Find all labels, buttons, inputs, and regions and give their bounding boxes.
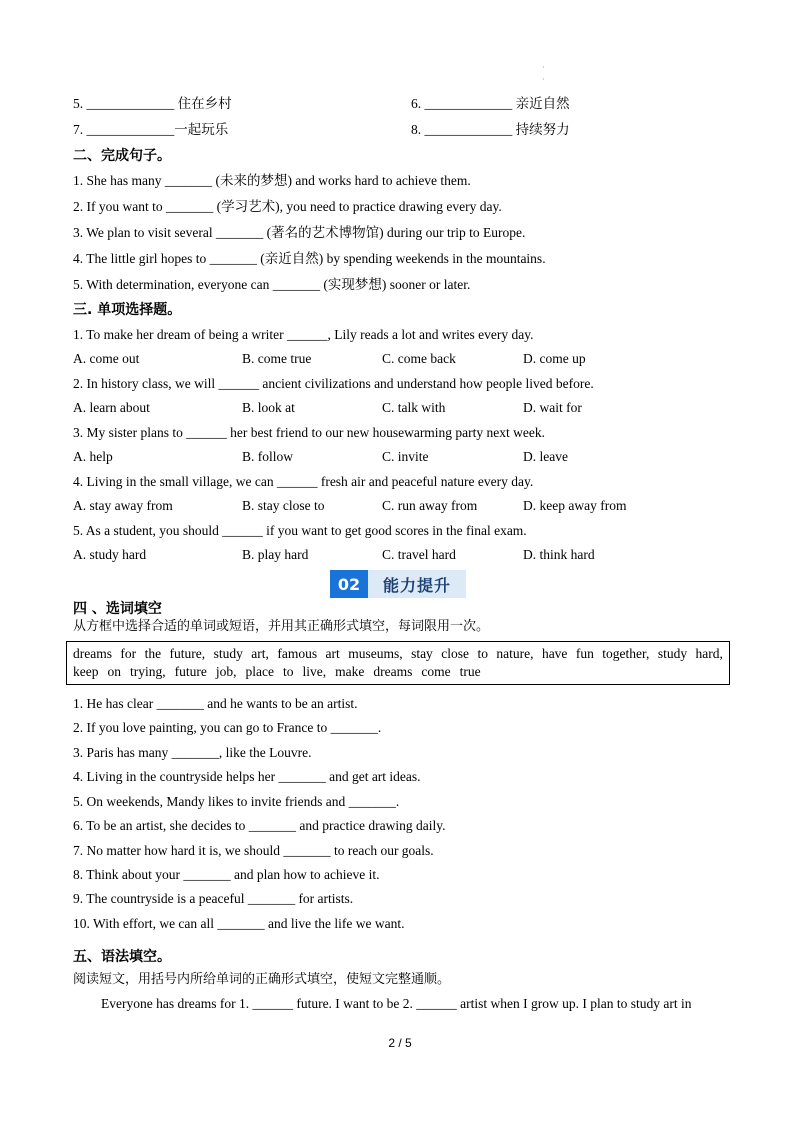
section-title: 三. 单项选择题。: [73, 302, 182, 318]
option-d[interactable]: D. think hard: [523, 547, 595, 562]
section-title: 二、完成句子。: [73, 148, 171, 164]
question-text: 1. To make her dream of being a writer ______, Lily reads a lot and writes every day.: [73, 327, 534, 342]
option-d[interactable]: D. come up: [523, 351, 586, 366]
phrase-item-6: 6. _____________ 亲近自然: [411, 96, 570, 112]
question-text: 5. As a student, you should ______ if you want to get good scores in the final exam.: [73, 523, 527, 538]
page-number: 2 / 5: [388, 1036, 412, 1050]
option-b[interactable]: B. stay close to: [242, 498, 325, 513]
fill-item: 2. If you love painting, you can go to France to _______.: [73, 720, 382, 735]
phrase-item-8: 8. _____________ 持续努力: [411, 122, 570, 138]
section-title: 五、语法填空。: [73, 949, 171, 965]
option-c[interactable]: C. come back: [382, 351, 456, 366]
word-box-line: dreams for the future, study art, famous art museums, stay close to nature, have fun together, study hard,: [73, 646, 723, 661]
option-a[interactable]: A. study hard: [73, 547, 147, 562]
section-instruction: 从方框中选择合适的单词或短语，并用其正确形式填空，每词限用一次。: [73, 619, 490, 634]
fill-item: 3. Paris has many _______, like the Louvre.: [73, 745, 312, 760]
option-b[interactable]: B. play hard: [242, 547, 309, 562]
fill-item: 5. On weekends, Mandy likes to invite friends and _______.: [73, 794, 400, 809]
passage-paragraph: Everyone has dreams for 1. ______ future. I want to be 2. ______ artist when I grow up. I plan to study art in: [101, 996, 692, 1011]
sentence-item: 4. The little girl hopes to _______ (亲近自然) by spending weekends in the mountains.: [73, 251, 546, 266]
question-text: 4. Living in the small village, we can ______ fresh air and peaceful nature every day.: [73, 474, 534, 489]
section-instruction: 阅读短文，用括号内所给单词的正确形式填空，使短文完整通顺。: [73, 972, 451, 987]
option-d[interactable]: D. wait for: [523, 400, 582, 415]
sentence-item: 1. She has many _______ (未来的梦想) and works hard to achieve them.: [73, 173, 471, 188]
option-c[interactable]: C. travel hard: [382, 547, 456, 562]
answer-blank[interactable]: _____________: [86, 96, 175, 111]
section-title: 四 、选词填空: [73, 601, 162, 617]
sentence-item: 2. If you want to _______ (学习艺术), you need to practice drawing every day.: [73, 199, 502, 214]
fill-item: 8. Think about your _______ and plan how to achieve it.: [73, 867, 380, 882]
answer-blank[interactable]: _____________: [424, 122, 513, 137]
question-text: 2. In history class, we will ______ ancient civilizations and understand how people lived before.: [73, 376, 594, 391]
sentence-item: 3. We plan to visit several _______ (著名的艺术博物馆) during our trip to Europe.: [73, 225, 526, 240]
option-a[interactable]: A. learn about: [73, 400, 150, 415]
option-b[interactable]: B. follow: [242, 449, 294, 464]
fill-item: 4. Living in the countryside helps her _______ and get art ideas.: [73, 769, 421, 784]
option-a[interactable]: A. stay away from: [73, 498, 173, 513]
banner-number: 02: [330, 570, 368, 598]
option-d[interactable]: D. keep away from: [523, 498, 627, 513]
banner-text: 能力提升: [368, 570, 466, 598]
fill-item: 6. To be an artist, she decides to _______ and practice drawing daily.: [73, 818, 446, 833]
option-b[interactable]: B. come true: [242, 351, 312, 366]
sentence-item: 5. With determination, everyone can _______ (实现梦想) sooner or later.: [73, 277, 471, 292]
option-c[interactable]: C. run away from: [382, 498, 478, 513]
fill-item: 9. The countryside is a peaceful _______ for artists.: [73, 891, 354, 906]
question-text: 3. My sister plans to ______ her best friend to our new housewarming party next week.: [73, 425, 546, 440]
option-b[interactable]: B. look at: [242, 400, 295, 415]
fill-item: 7. No matter how hard it is, we should _______ to reach our goals.: [73, 843, 434, 858]
option-c[interactable]: C. talk with: [382, 400, 446, 415]
fill-item: 10. With effort, we can all _______ and live the life we want.: [73, 916, 405, 931]
option-d[interactable]: D. leave: [523, 449, 568, 464]
answer-blank[interactable]: _____________: [86, 122, 175, 137]
option-c[interactable]: C. invite: [382, 449, 429, 464]
option-a[interactable]: A. help: [73, 449, 113, 464]
corner-marks: · ·: [542, 63, 545, 84]
phrase-item-7: 7. _____________一起玩乐: [73, 122, 229, 138]
answer-blank[interactable]: _____________: [424, 96, 513, 111]
section-banner: [330, 570, 466, 598]
fill-item: 1. He has clear _______ and he wants to be an artist.: [73, 696, 358, 711]
phrase-item-5: 5. _____________ 住在乡村: [73, 96, 232, 112]
option-a[interactable]: A. come out: [73, 351, 140, 366]
word-box-line: keep on trying, future job, place to live, make dreams come true: [73, 664, 481, 679]
word-box: [66, 641, 730, 685]
